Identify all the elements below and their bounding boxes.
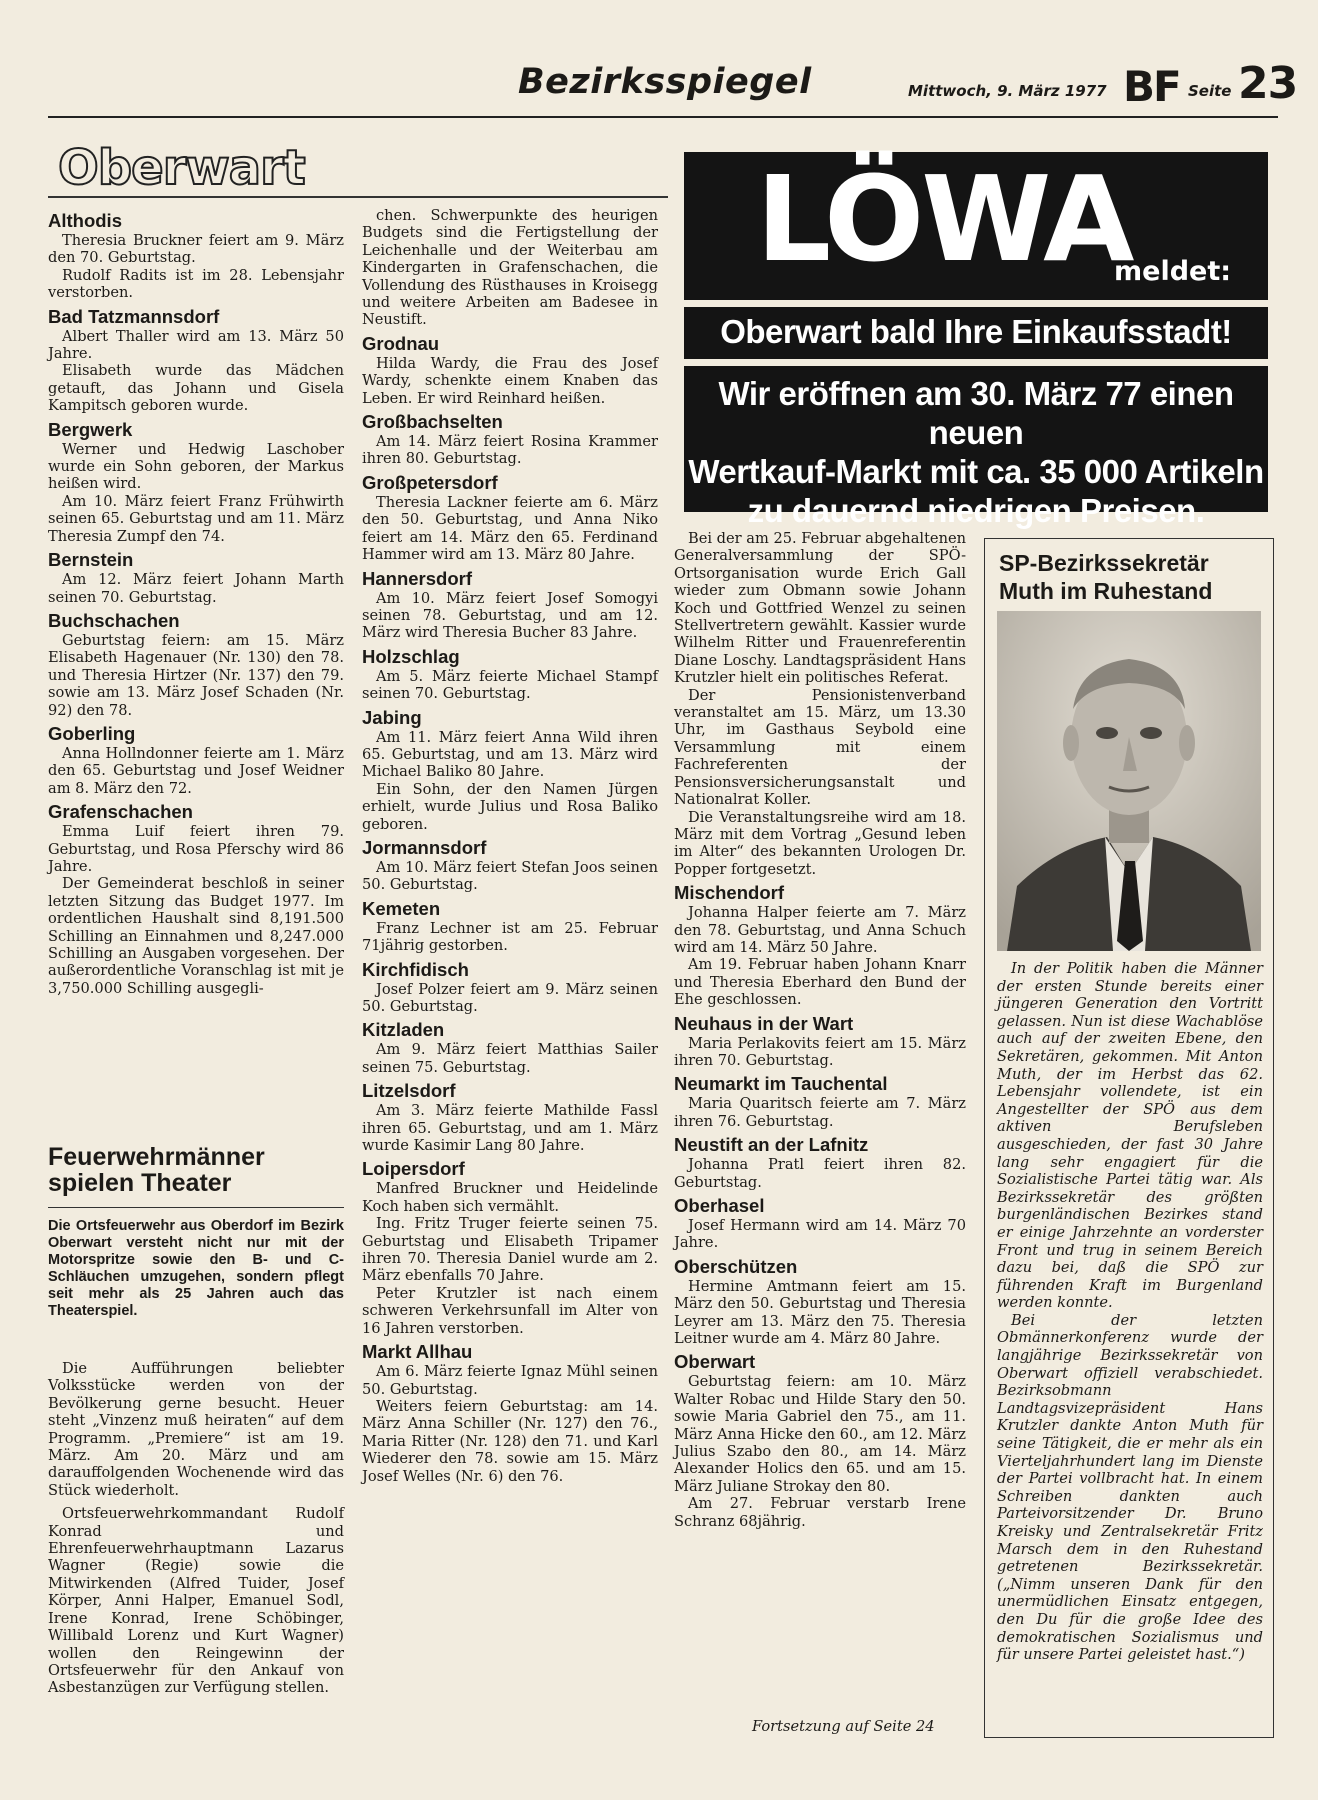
place-heading: Jormannsdorf [362, 836, 487, 858]
place-heading: Bergwerk [48, 418, 133, 440]
page-header [48, 58, 1298, 118]
section-title: Bezirksspiegel [518, 62, 812, 102]
news-paragraph: Weiters feiern Geburtstag: am 14. März Anna Schiller (Nr. 127) den 76., Maria Ritter (Nr. 128) den 71. und Karl Wiederer den 78. sowie am 15. März Josef Welles (Nr. 6) den 76. [362, 1397, 658, 1485]
sidebar-paragraph: In der Politik haben die Männer der ersten Stunde bereits einer jüngeren Generation den Vortritt gelassen. Nun ist diese Wachablöse auch auf der zweiten Ebene, den Sekretären, gekommen. Mit Anton Muth, der im Herbst das 62. Lebensjahr vollendete, ist ein Angestellter der SPÖ aus dem aktiven Berufsleben ausgeschieden, der fast 30 Jahre lang sehr engagiert für die Sozialistische Partei tätig war. Als Bezirkssekretär des größten burgenländischen Bezirkes stand er einige Jahrzehnte an vorderster Front und trug in seinem Bereich dazu bei, daß die SPÖ zur führenden Kraft im Burgenland werden konnte. [997, 960, 1263, 1312]
place-heading: Neuhaus in der Wart [674, 1012, 854, 1034]
ad-headline: Oberwart bald Ihre Einkaufsstadt! [720, 313, 1232, 350]
news-paragraph: Hermine Amtmann feiert am 15. März den 50. Geburtstag und Theresia Leyrer am 13. März den 75. Theresia Leitner wurde am 4. März 80 Jahre. [674, 1277, 966, 1348]
news-paragraph: Maria Perlakovits feiert am 15. März ihren 70. Geburtstag. [674, 1034, 966, 1069]
news-paragraph: Manfred Bruckner und Heidelinde Koch haben sich vermählt. [362, 1180, 658, 1215]
article-body [48, 1360, 344, 1703]
news-paragraph: Josef Polzer feiert am 9. März seinen 50. Geburtstag. [362, 980, 658, 1015]
region-title: Oberwart [58, 140, 305, 196]
place-heading: Litzelsdorf [362, 1080, 456, 1102]
portrait-photo [997, 611, 1261, 951]
news-paragraph: Am 10. März feiert Stefan Joos seinen 50. Geburtstag. [362, 858, 658, 894]
place-heading: Kitzladen [362, 1019, 445, 1041]
place-heading: Jabing [362, 706, 422, 728]
place-heading: Kemeten [362, 897, 441, 919]
news-paragraph: Am 14. März feiert Rosina Krammer ihren 80. Geburtstag. [362, 433, 658, 468]
news-paragraph: Peter Krutzler ist nach einem schweren Verkehrsunfall im Alter von 16 Jahren verstorben. [362, 1284, 658, 1337]
article-paragraph: Ortsfeuerwehrkommandant Rudolf Konrad und Ehrenfeuerwehrhauptmann Lazarus Wagner (Regie) sowie die Mitwirkenden (Alfred Tuider, Josef Körper, Anni Halper, Emanuel Sodl, Irene Konrad, Irene Schöbinger, Willibald Lorenz und Kurt Wagner) wollen den Reingewinn der Ortsfeuerwehr für den Ankauf von Asbestanzügen zur Verfügung stellen. [48, 1505, 344, 1697]
sidebar-paragraph: Bei der letzten Obmännerkonferenz wurde der langjährige Bezirkssekretär von Oberwart offiziell verabschiedet. Bezirksobmann Landtagsvizepräsident Hans Krutzler dankte Anton Muth für seine Tätigkeit, die er mehr als ein Vierteljahrhundert lang im Dienste der Partei vollbracht hat. In einem Schreiben dankten auch Parteivorsitzender Dr. Bruno Kreisky und Zentralsekretär Fritz Marsch dem in den Ruhestand getretenen Bezirkssekretär. („Nimm unseren Dank für den unermüdlichen Einsatz entgegen, den Du für die große Idee des demokratischen Sozialismus und für unsere Partei geleistet hast.“) [997, 1311, 1263, 1664]
place-heading: Loipersdorf [362, 1158, 465, 1180]
column-2 [362, 207, 658, 1485]
article-paragraph: Die Aufführungen beliebter Volksstücke werden von der Bevölkerung gerne besucht. Heuer steht „Vinzenz muß heiraten“ auf dem Programm. „Premiere“ ist am 19. März. Am 20. März und am darauffolgenden Wochenende wird das Stück wiederholt. [48, 1360, 344, 1499]
column-1 [48, 206, 344, 997]
news-paragraph: Maria Quaritsch feierte am 7. März ihren 76. Geburtstag. [674, 1095, 966, 1130]
advertisement [684, 150, 1268, 529]
article-lead: Die Ortsfeuerwehr aus Oberdorf im Bezirk Oberwart versteht nicht nur mit der Motorspritze sowie den B- und C-Schläuchen umzugehen, sondern pflegt seit mehr als 25 Jahren auch das Theaterspiel. [48, 1218, 344, 1319]
news-paragraph: Am 12. März feiert Johann Marth seinen 70. Geburtstag. [48, 571, 344, 606]
news-paragraph: Am 10. März feiert Josef Somogyi seinen 78. Geburtstag, und am 12. März wird Theresia Bucher 83 Jahre. [362, 589, 658, 642]
news-paragraph: Der Pensionistenverband veranstaltet am 15. März, um 13.30 Uhr, im Gasthaus Seybold eine Versammlung mit einem Fachreferenten der Pensionsversicherungsanstalt und Nationalrat Koller. [674, 686, 966, 809]
news-paragraph: Rudolf Radits ist im 28. Lebensjahr verstorben. [48, 266, 344, 302]
news-paragraph: Bei der am 25. Februar abgehaltenen Generalversammlung der SPÖ-Ortsorganisation wurde Erich Gall wieder zum Obmann sowie Johann Koch und Gottfried Wenzel zu seinen Stellvertretern gewählt. Kassier wurde Wilhelm Ritter und Frauenreferentin Diane Loschy. Landtagspräsident Hans Krutzler hielt ein politisches Referat. [674, 530, 967, 687]
news-paragraph: Werner und Hedwig Laschober wurde ein Sohn geboren, der Markus heißen wird. [48, 440, 344, 493]
news-paragraph: Johanna Halper feierte am 7. März den 78. Geburtstag, und Anna Schuch wird am 14. März 50 Jahre. [674, 904, 966, 956]
place-heading: Oberwart [674, 1351, 756, 1373]
news-paragraph: Am 27. Februar verstarb Irene Schranz 68jährig. [674, 1495, 966, 1530]
place-heading: Grodnau [362, 332, 440, 354]
news-paragraph: chen. Schwerpunkte des heurigen Budgets sind die Fertigstellung der Leichenhalle und der Weiterbau am Kindergarten in Grafenschachen, die Vollendung des Rüsthauses in Kroisegg und weitere Arbeiten am Badesee in Neustift. [362, 207, 658, 329]
news-paragraph: Der Gemeinderat beschloß in seiner letzten Sitzung das Budget 1977. Im ordentlichen Haushalt sind 8,191.500 Schilling an Einnahmen und 8,247.000 Schilling an Ausgaben vorgesehen. Der außerordentliche Voranschlag ist mit je 3,750.000 Schilling ausgegli- [48, 875, 344, 997]
place-heading: Bad Tatzmannsdorf [48, 305, 220, 327]
news-paragraph: Elisabeth wurde das Mädchen getauft, das Johann und Gisela Kampitsch geboren wurde. [48, 362, 344, 415]
news-paragraph: Theresia Lackner feierte am 6. März den 50. Geburtstag, und Anna Niko feiert am 14. März den 65. Ferdinand Hammer wird am 13. März 80 Jahre. [362, 493, 658, 564]
news-paragraph: Am 5. März feierte Michael Stampf seinen 70. Geburtstag. [362, 667, 658, 703]
news-paragraph: Hilda Wardy, die Frau des Josef Wardy, schenkte einem Knaben das Leben. Er wird Reinhard heißen. [362, 354, 658, 407]
place-heading: Oberschützen [674, 1255, 798, 1277]
ad-meldet: meldet: [1114, 256, 1232, 287]
news-paragraph: Franz Lechner ist am 25. Februar 71jährig gestorben. [362, 919, 658, 955]
place-heading: Neustift an der Lafnitz [674, 1134, 869, 1156]
news-paragraph: Die Veranstaltungsreihe wird am 18. März mit dem Vortrag „Gesund leben im Alter“ des bekannten Urologen Dr. Popper fortgesetzt. [674, 808, 966, 878]
news-paragraph: Am 9. März feiert Matthias Sailer seinen 75. Geburtstag. [362, 1041, 658, 1076]
column-3 [674, 530, 966, 1530]
news-paragraph: Albert Thaller wird am 13. März 50 Jahre. [48, 327, 344, 363]
news-paragraph: Geburtstag feiern: am 15. März Elisabeth Hagenauer (Nr. 130) den 78. und Theresia Hirtzer (Nr. 137) den 79. sowie am 13. März Josef Schaden (Nr. 92) den 78. [48, 631, 344, 719]
sidebar-body [997, 960, 1263, 1664]
ad-body [684, 374, 1268, 530]
headline-rule [48, 1207, 344, 1208]
ad-line: zu dauernd niedrigen Preisen. [747, 492, 1205, 529]
sidebar-title: SP-Bezirkssekretär Muth im Ruhestand [999, 550, 1213, 604]
news-paragraph: Ein Sohn, der den Namen Jürgen erhielt, wurde Julius und Rosa Baliko geboren. [362, 780, 658, 833]
ad-brand: LÖWA [756, 150, 1132, 288]
article-headline: Feuerwehrmänner spielen Theater [48, 1143, 265, 1197]
news-paragraph: Emma Luif feiert ihren 79. Geburtstag, und Rosa Pferschy wird 86 Jahre. [48, 823, 344, 875]
place-heading: Holzschlag [362, 645, 460, 667]
news-paragraph: Ing. Fritz Truger feierte seinen 75. Geburtstag und Elisabeth Tripamer ihren 70. Theresia Daniel wurde am 2. März ebenfalls 70 Jahre. [362, 1215, 658, 1285]
news-paragraph: Am 19. Februar haben Johann Knarr und Theresia Eberhard den Bund der Ehe geschlossen. [674, 956, 966, 1009]
news-paragraph: Am 6. März feierte Ignaz Mühl seinen 50. Geburtstag. [362, 1363, 658, 1398]
place-heading: Grafenschachen [48, 801, 193, 823]
place-heading: Neumarkt im Tauchental [674, 1073, 888, 1095]
news-paragraph: Am 3. März feierte Mathilde Fassl ihren 65. Geburtstag, und am 1. März wurde Kasimir Lang 80 Jahre. [362, 1102, 658, 1155]
continuation-note: Fortsetzung auf Seite 24 [752, 1718, 935, 1735]
place-heading: Bernstein [48, 549, 134, 571]
news-paragraph: Geburtstag feiern: am 10. März Walter Robac und Hilde Stary den 50. sowie Maria Gabriel den 75., am 11. März Anna Hicke den 60., am 12. März Julius Szabo den 80., am 14. März Alexander Holics den 65. und am 15. März Juliane Strokay den 80. [674, 1373, 966, 1495]
news-paragraph: Theresia Bruckner feiert am 9. März den 70. Geburtstag. [48, 232, 344, 267]
news-paragraph: Johanna Pratl feiert ihren 82. Geburtstag. [674, 1156, 966, 1191]
portrait-illustration [997, 611, 1261, 951]
place-heading: Kirchfidisch [362, 958, 469, 980]
page-label: Seite [1188, 82, 1232, 100]
ad-line: Wertkauf-Markt mit ca. 35 000 Artikeln [688, 453, 1264, 490]
place-heading: Oberhasel [674, 1195, 765, 1216]
place-heading: Mischendorf [674, 882, 784, 904]
place-heading: Goberling [48, 722, 136, 744]
place-heading: Hannersdorf [362, 567, 472, 589]
newspaper-logo: BF [1123, 62, 1180, 111]
news-paragraph: Josef Hermann wird am 14. März 70 Jahre. [674, 1217, 966, 1252]
sidebar-article [984, 538, 1274, 1738]
news-paragraph: Am 10. März feiert Franz Frühwirth seinen 65. Geburtstag und am 11. März Theresia Zumpf den 74. [48, 492, 344, 545]
place-heading: Großpetersdorf [362, 471, 498, 493]
place-heading: Buchschachen [48, 609, 180, 631]
place-heading: Großbachselten [362, 411, 503, 433]
news-paragraph: Am 11. März feiert Anna Wild ihren 65. Geburtstag, und am 13. März wird Michael Baliko 80 Jahre. [362, 728, 658, 781]
region-rule [48, 196, 668, 198]
place-heading: Althodis [48, 210, 122, 231]
ad-line: Wir eröffnen am 30. März 77 einen neuen [718, 375, 1234, 451]
place-heading: Markt Allhau [362, 1341, 473, 1363]
news-paragraph: Anna Hollndonner feierte am 1. März den 65. Geburtstag und Josef Weidner am 8. März den 72. [48, 744, 344, 797]
issue-date: Mittwoch, 9. März 1977 [908, 82, 1107, 100]
page-number: 23 [1238, 58, 1298, 109]
